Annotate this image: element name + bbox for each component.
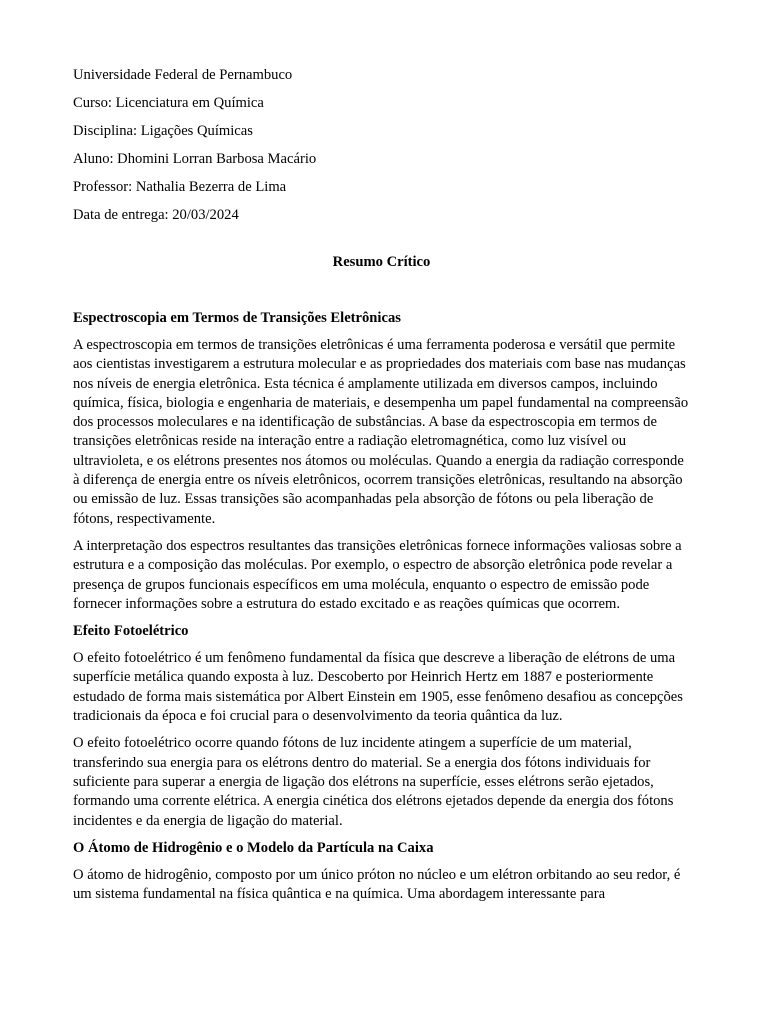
section-heading-spectroscopy: Espectroscopia em Termos de Transições Eletrônicas [73,310,401,326]
section-heading-hydrogen-atom: O Átomo de Hidrogênio e o Modelo da Partícula na Caixa [73,839,434,856]
discipline-line: Disciplina: Ligações Químicas [73,123,253,139]
university-name: Universidade Federal de Pernambuco [73,67,293,83]
document-page [73,66,690,912]
section-heading-photoelectric: Efeito Fotoelétrico [73,623,189,640]
due-date-line: Data de entrega: 20/03/2024 [73,207,239,223]
professor-line: Professor: Nathalia Bezerra de Lima [73,179,287,195]
document-title: Resumo Crítico [332,254,431,270]
course-line: Curso: Licenciatura em Química [73,95,264,111]
paragraph: A espectroscopia em termos de transições eletrônicas é uma ferramenta poderosa e versátil que permite aos cientistas investigarem a estrutura molecular e as propriedades dos materiais com base nas mudanças nos níveis de energia eletrônica. Esta técnica é amplamente utilizada em diversos campos, incluindo química, física, biologia e engenharia de materiais, e desempenha um papel fundamental na compreensão dos processos moleculares e na identificação de substâncias. A base da espectroscopia em termos de transições eletrônicas reside na interação entre a radiação eletromagnética, como luz visível ou ultravioleta, e os elétrons presentes nos átomos ou moléculas. Quando a energia da radiação corresponde à diferença de energia entre os níveis eletrônicos, ocorrem transições eletrônicas, resultando na absorção ou emissão de luz. Essas transições são acompanhadas pela absorção de fótons ou pela liberação de fótons, respectivamente. [73,337,689,527]
paragraph: O efeito fotoelétrico ocorre quando fótons de luz incidente atingem a superfície de um material, transferindo sua energia para os elétrons dentro do material. Se a energia dos fótons individuais for suficiente para superar a energia de ligação dos elétrons na superfície, esses elétrons serão ejetados, formando uma corrente elétrica. A energia cinética dos elétrons ejetados depende da energia dos fótons incidentes e da energia de ligação do material. [73,735,674,829]
student-line: Aluno: Dhomini Lorran Barbosa Macário [73,151,317,167]
paragraph: A interpretação dos espectros resultantes das transições eletrônicas fornece informações valiosas sobre a estrutura e a composição das moléculas. Por exemplo, o espectro de absorção eletrônica pode revelar a presença de grupos funcionais específicos em uma molécula, enquanto o espectro de emissão pode fornecer informações sobre a estrutura do estado excitado e as reações químicas que ocorrem. [73,537,682,612]
paragraph: O átomo de hidrogênio, composto por um único próton no núcleo e um elétron orbitando ao seu redor, é um sistema fundamental na física quântica e na química. Uma abordagem interessante para [73,866,681,903]
paragraph: O efeito fotoelétrico é um fenômeno fundamental da física que descreve a liberação de elétrons de uma superfície metálica quando exposta à luz. Descoberto por Heinrich Hertz em 1887 e posteriormente estudado de forma mais sistemática por Albert Einstein em 1905, esse fenômeno desafiou as concepções tradicionais da época e foi crucial para o desenvolvimento da teoria quântica da luz. [73,650,683,725]
